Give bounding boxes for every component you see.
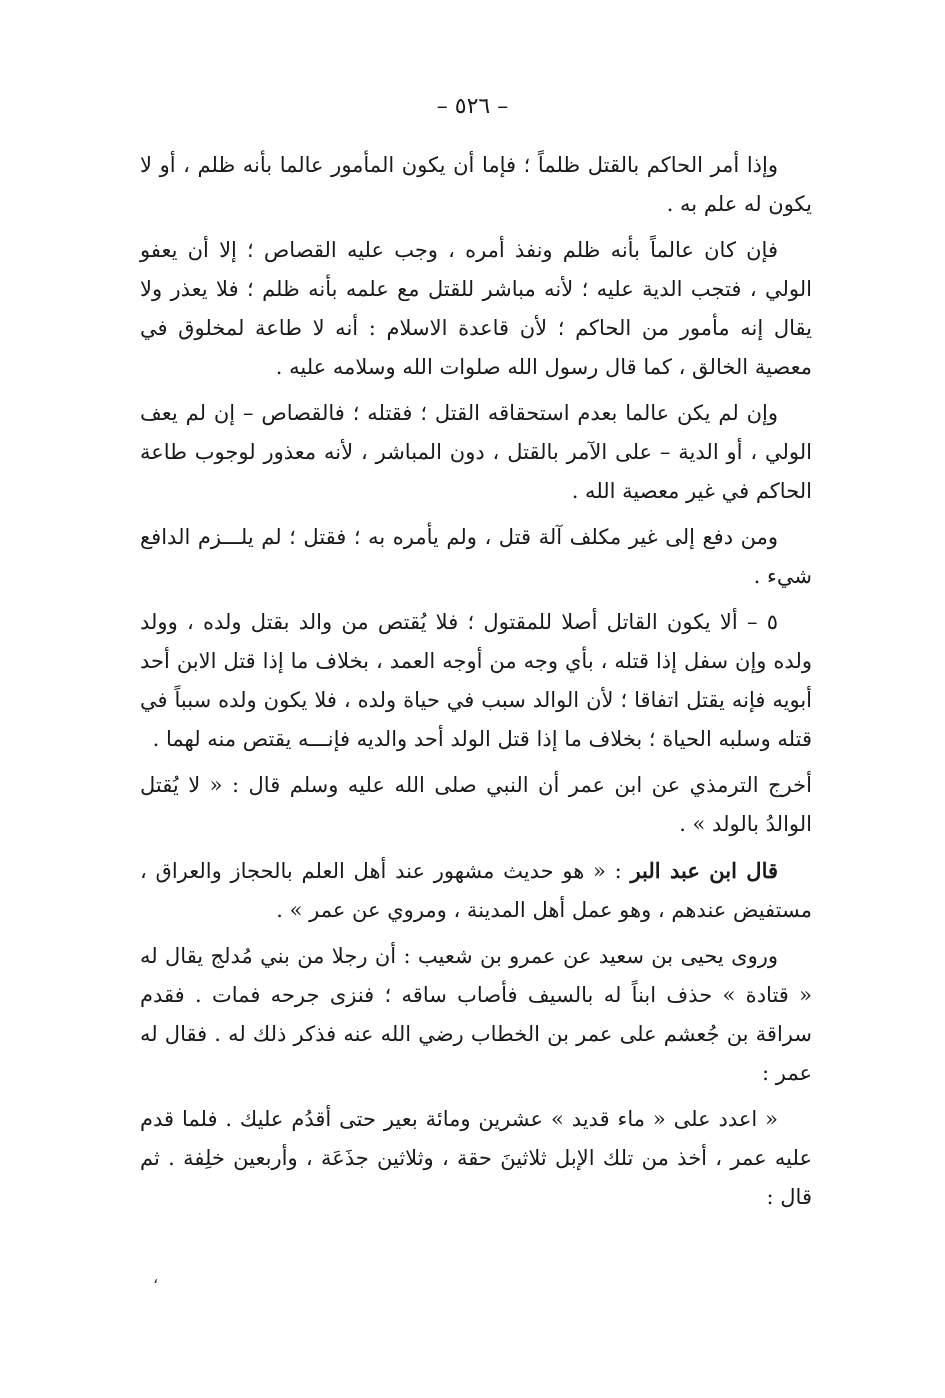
paragraph [140, 603, 812, 759]
paragraph [140, 937, 812, 1093]
paragraph-text: وإن لم يكن عالما بعدم استحقاقه القتل ؛ فقتله ؛ فالقصاص – إن لم يعف الولي ، أو الدية – على الآمر بالقتل ، دون المباشر ، لأنه معذور لوجوب طاعة الحاكم في غير معصية الله . [140, 401, 812, 503]
paragraph [140, 394, 812, 511]
paragraph-text: ٥ – ألا يكون القاتل أصلا للمقتول ؛ فلا يُقتص من والد بقتل ولده ، وولد ولده وإن سفل إذا قتله ، بأي وجه من أوجه العمد ، بخلاف ما إذا قتل الابن أحد أبويه فإنه يقتل اتفاقا ؛ لأن الوالد سبب في حياة ولده ، فلا يكون ولده سبباً في قتله وسلبه الحياة ؛ بخلاف ما إذا قتل الولد أحد والديه فإنـــه يقتص منه لهما . [140, 610, 812, 751]
paragraph [140, 146, 812, 224]
paragraph-text: : « هو حديث مشهور عند أهل العلم بالحجاز والعراق ، مستفيض عندهم ، وهو عمل أهل المدينة ، ومروي عن عمر » . [140, 859, 812, 922]
paragraph-text: ومن دفع إلى غير مكلف آلة قتل ، ولم يأمره به ؛ فقتل ؛ لم يلـــزم الدافع شيء . [140, 525, 812, 588]
paragraph [140, 766, 812, 844]
margin-mark: ، [153, 1268, 159, 1287]
paragraph [140, 1100, 812, 1217]
paragraph [140, 518, 812, 596]
page-number: – ٥٢٦ – [436, 94, 509, 119]
paragraph [140, 231, 812, 387]
paragraph-text: فإن كان عالماً بأنه ظلم ونفذ أمره ، وجب عليه القصاص ؛ إلا أن يعفو الولي ، فتجب الدية عليه ؛ لأنه مباشر للقتل مع علمه بأنه ظلم ؛ فلا يعذر ولا يقال إنه مأمور من الحاكم ؛ لأن قاعدة الاسلام : أنه لا طاعة لمخلوق في معصية الخالق ، كما قال رسول الله صلوات الله وسلامه عليه . [140, 238, 812, 379]
paragraph [140, 851, 812, 930]
paragraph-text: وإذا أمر الحاكم بالقتل ظلماً ؛ فإما أن يكون المأمور عالما بأنه ظلم ، أو لا يكون له علم به . [140, 153, 812, 216]
paragraph-lead: قال ابن عبد البر [630, 858, 779, 883]
paragraph-text: أخرج الترمذي عن ابن عمر أن النبي صلى الله عليه وسلم قال : « لا يُقتل الوالدُ بالولد » . [140, 773, 812, 836]
paragraph-text: وروى يحيى بن سعيد عن عمرو بن شعيب : أن رجلا من بني مُدلج يقال له « قتادة » حذف ابناً له بالسيف فأصاب ساقه ؛ فنزى جرحه فمات . فقدم سراقة بن جُعشم على عمر بن الخطاب رضي الله عنه فذكر ذلك له . فقال له عمر : [140, 944, 812, 1085]
paragraph-text: « اعدد على « ماء قديد » عشرين ومائة بعير حتى أقدُم عليك . فلما قدم عليه عمر ، أخذ من تلك الإبل ثلاثينَ حقة ، وثلاثين جذَعَة ، وأربعين خلِفة . ثم قال : [140, 1107, 812, 1209]
body-text [140, 146, 812, 1224]
